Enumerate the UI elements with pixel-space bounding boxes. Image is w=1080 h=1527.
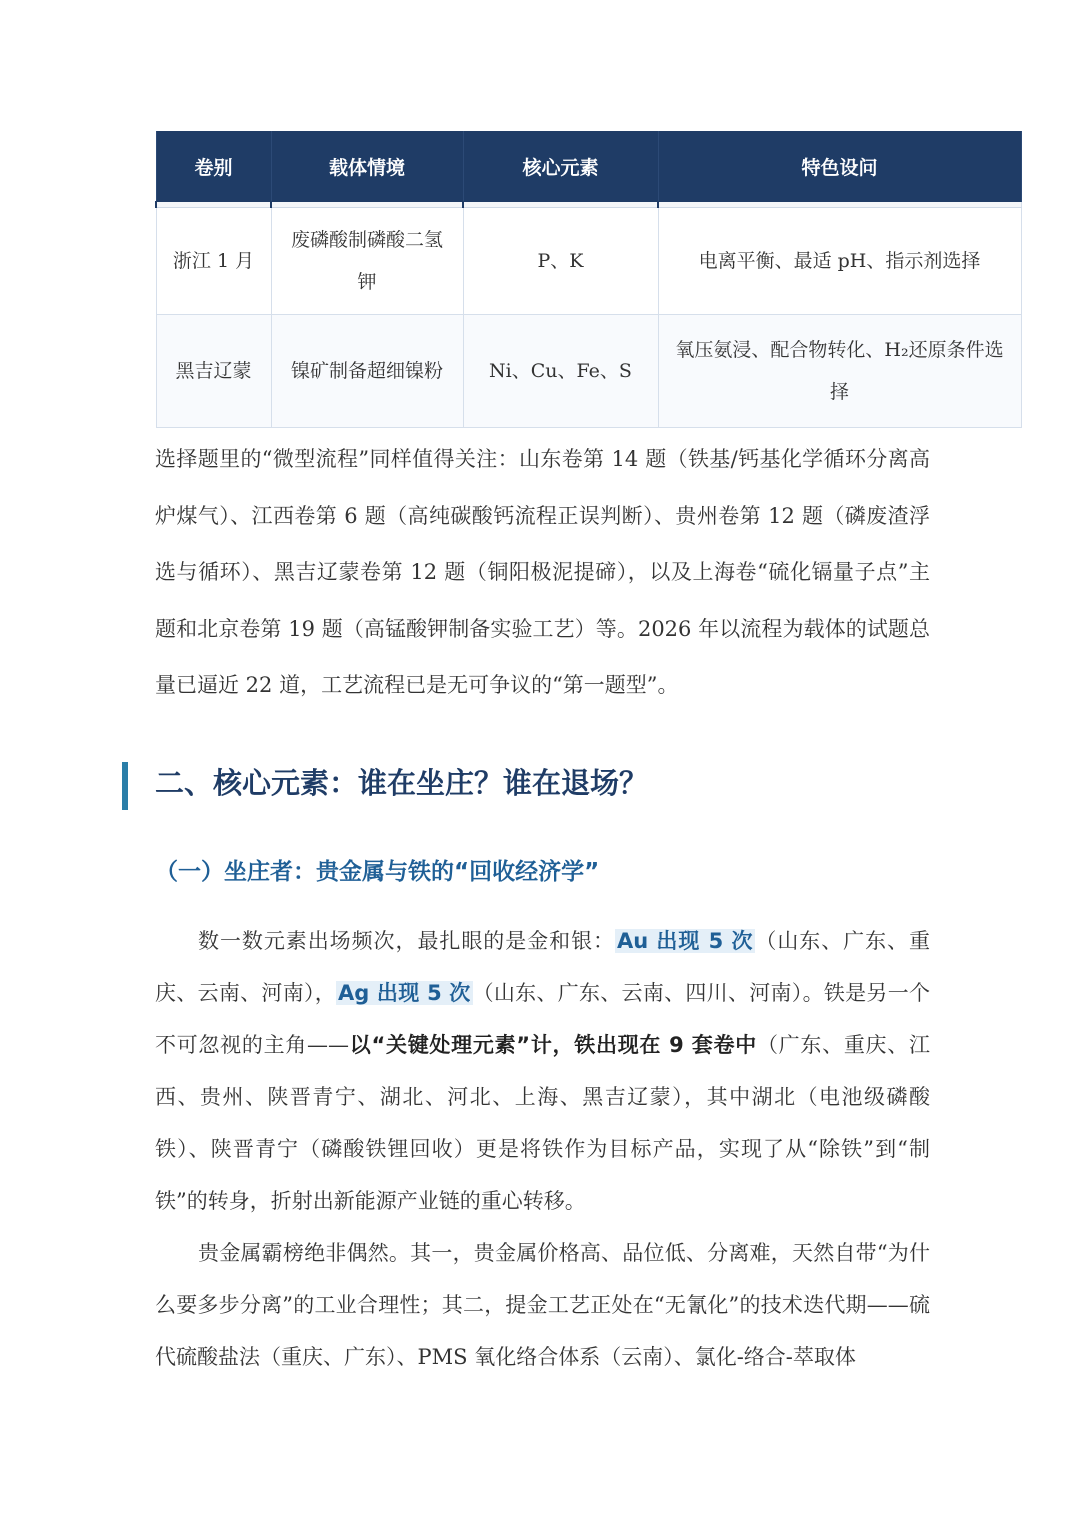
paragraph-text: 选择题里的“微型流程”同样值得关注：山东卷第 14 题（铁基/钙基化学循环分离高炉煤气）、江西卷第 6 题（高纯碳酸钙流程正误判断）、贵州卷第 12 题（磷废渣浮选与循环）、黑吉辽蒙卷第 12 题（铜阳极泥提碲），以及上海卷“硫化镉量子点”主题和北京卷第 19 题（高锰酸钾制备实验工艺）等。2026 年以流程为载体的试题总量已逼近 22 道，工艺流程已是无可争议的“第一题型”。 — [155, 447, 930, 697]
table-header-cell: 核心元素 — [463, 131, 658, 202]
subsection-heading: （一）坐庄者：贵金属与铁的“回收经济学” — [155, 859, 600, 885]
table-cell: Ni、Cu、Fe、S — [463, 315, 658, 428]
paragraph-text: 贵金属霸榜绝非偶然。其一，贵金属价格高、品位低、分离难，天然自带“为什么要多步分离”的工业合理性；其二，提金工艺正处在“无氰化”的技术迭代期——硫代硫酸盐法（重庆、广东）、PMS 氧化络合体系（云南）、氯化-络合-萃取体 — [155, 1241, 930, 1369]
table-cell: 镍矿制备超细镍粉 — [271, 315, 463, 428]
ag-count-highlight: Ag 出现 5 次 — [338, 981, 471, 1005]
table-header-row — [156, 131, 1021, 202]
au-count-highlight: Au 出现 5 次 — [616, 929, 754, 953]
table-row — [156, 208, 1021, 315]
fe-count-bold: 以“关键处理元素”计，铁出现在 9 套卷中 — [349, 1033, 757, 1057]
table-cell: 废磷酸制磷酸二氢钾 — [271, 208, 463, 315]
table-cell: 浙江 1 月 — [156, 208, 271, 315]
body-paragraph — [155, 431, 930, 714]
paragraph-text — [155, 915, 930, 1227]
table-header-cell: 载体情境 — [271, 131, 463, 202]
paragraph-text-run: （广东、重庆、江西、贵州、陕晋青宁、湖北、河北、上海、黑吉辽蒙），其中湖北（电池级磷酸铁）、陕晋青宁（磷酸铁锂回收）更是将铁作为目标产品，实现了从“除铁”到“制铁”的转身，折射出新能源产业链的重心转移。 — [155, 1033, 930, 1213]
table-cell: P、K — [463, 208, 658, 315]
paragraph-text-run: 数一数元素出场频次，最扎眼的是金和银： — [198, 929, 615, 953]
paragraph-text-run: （山东、广东、重庆、云南、河南）， — [155, 929, 931, 1005]
table-cell: 氧压氨浸、配合物转化、H₂还原条件选择 — [658, 315, 1021, 428]
table-cell: 黑吉辽蒙 — [156, 315, 271, 428]
section-accent-bar — [122, 762, 128, 810]
table-cell: 电离平衡、最适 pH、指示剂选择 — [658, 208, 1021, 315]
section-heading: 二、核心元素：谁在坐庄？谁在退场？ — [155, 766, 649, 800]
paragraph-text-run: （山东、广东、云南、四川、河南）。铁是另一个不可忽视的主角—— — [155, 981, 931, 1057]
body-paragraph — [155, 915, 930, 1383]
table-header-cell: 特色设问 — [658, 131, 1021, 202]
table-header-cell: 卷别 — [156, 131, 271, 202]
exam-table — [155, 131, 1022, 428]
table-row — [156, 315, 1021, 428]
